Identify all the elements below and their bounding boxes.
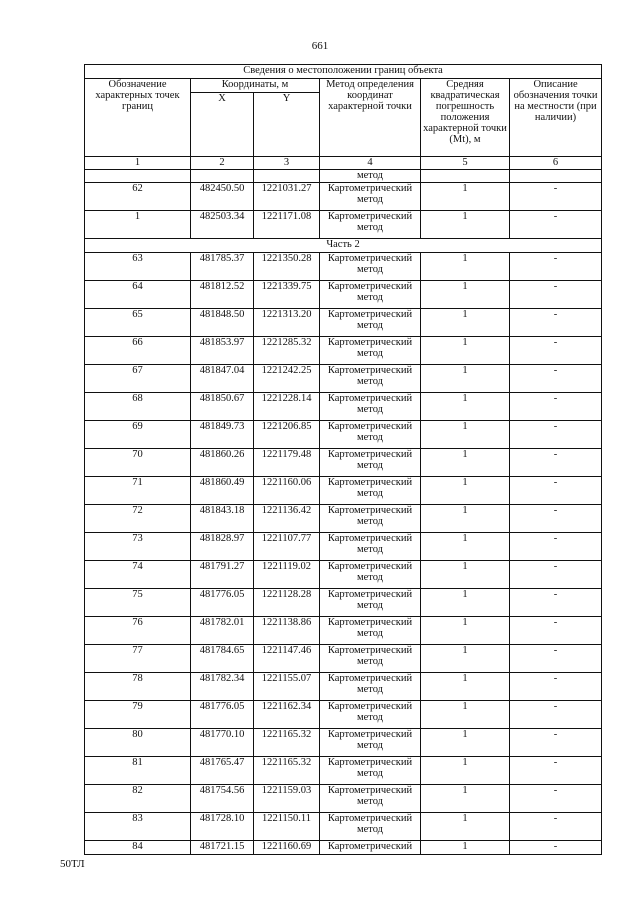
method-cell [320, 253, 421, 281]
header-coordinates: Координаты, м [191, 79, 320, 93]
point-number-cell: 74 [85, 561, 191, 589]
error-cell: 1 [421, 183, 510, 211]
error-cell: 1 [421, 785, 510, 813]
page-number: 661 [311, 40, 329, 52]
method-cell [320, 589, 421, 617]
point-number-cell: 65 [85, 309, 191, 337]
method-cell [320, 337, 421, 365]
method-cell [320, 757, 421, 785]
x-coordinate-cell: 481849.73 [191, 421, 254, 449]
y-coordinate-cell: 1221179.48 [254, 449, 320, 477]
y-coordinate-cell: 1221285.32 [254, 337, 320, 365]
method-line: Картометрический [327, 393, 413, 404]
description-cell: - [510, 309, 602, 337]
method-cell [320, 841, 421, 855]
table-row [85, 757, 602, 785]
column-number: 1 [85, 157, 191, 170]
column-number: 6 [510, 157, 602, 170]
description-cell: - [510, 561, 602, 589]
method-line: метод [356, 796, 384, 807]
header-description: Описание обозначения точки на местности (при наличии) [510, 79, 602, 157]
description-cell: - [510, 813, 602, 841]
error-cell: 1 [421, 337, 510, 365]
error-cell: 1 [421, 729, 510, 757]
x-coordinate-cell: 481765.47 [191, 757, 254, 785]
error-cell: 1 [421, 365, 510, 393]
table-row [85, 365, 602, 393]
method-line: Картометрический [327, 253, 413, 264]
description-cell: - [510, 393, 602, 421]
y-coordinate-cell: 1221165.32 [254, 729, 320, 757]
point-number-cell: 80 [85, 729, 191, 757]
y-coordinate-cell: 1221150.11 [254, 813, 320, 841]
error-cell: 1 [421, 449, 510, 477]
table-row [85, 477, 602, 505]
method-line: Картометрический [327, 589, 413, 600]
description-cell: - [510, 785, 602, 813]
method-line: метод [356, 194, 384, 205]
point-number-cell: 75 [85, 589, 191, 617]
x-coordinate-cell: 481776.05 [191, 701, 254, 729]
y-coordinate-cell: 1221159.03 [254, 785, 320, 813]
method-line: Картометрический [327, 281, 413, 292]
method-cell [320, 617, 421, 645]
x-coordinate-cell: 481848.50 [191, 309, 254, 337]
x-coordinate-cell: 481791.27 [191, 561, 254, 589]
y-coordinate-cell: 1221206.85 [254, 421, 320, 449]
point-number-cell: 73 [85, 533, 191, 561]
method-cell [320, 477, 421, 505]
error-cell: 1 [421, 813, 510, 841]
error-cell: 1 [421, 253, 510, 281]
table-row [85, 729, 602, 757]
header-y: Y [254, 93, 320, 157]
table-row [85, 281, 602, 309]
method-line: Картометрический [327, 449, 413, 460]
description-cell: - [510, 337, 602, 365]
error-cell: 1 [421, 211, 510, 239]
part-label: Часть 2 [85, 239, 602, 253]
table-row [85, 673, 602, 701]
method-line: метод [356, 824, 384, 835]
description-cell: - [510, 477, 602, 505]
table-row [85, 785, 602, 813]
column-number: 3 [254, 157, 320, 170]
method-cell [320, 505, 421, 533]
error-cell: 1 [421, 281, 510, 309]
x-coordinate-cell: 481721.15 [191, 841, 254, 855]
error-cell: 1 [421, 561, 510, 589]
method-line: Картометрический [327, 337, 413, 348]
description-cell: - [510, 757, 602, 785]
y-coordinate-cell: 1221155.07 [254, 673, 320, 701]
method-cell [320, 701, 421, 729]
x-coordinate-cell: 481728.10 [191, 813, 254, 841]
point-number-cell: 71 [85, 477, 191, 505]
table-row [85, 309, 602, 337]
y-coordinate-cell: 1221119.02 [254, 561, 320, 589]
table-row [85, 841, 602, 855]
empty-cell [510, 170, 602, 183]
error-cell: 1 [421, 477, 510, 505]
point-number-cell: 69 [85, 421, 191, 449]
description-cell: - [510, 729, 602, 757]
method-line: метод [356, 320, 384, 331]
method-line: метод [356, 544, 384, 555]
y-coordinate-cell: 1221160.06 [254, 477, 320, 505]
description-cell: - [510, 617, 602, 645]
point-number-cell: 81 [85, 757, 191, 785]
table-row [85, 337, 602, 365]
method-line: метод [356, 516, 384, 527]
point-number-cell: 64 [85, 281, 191, 309]
error-cell: 1 [421, 757, 510, 785]
header-designation: Обозначение характерных точек границ [85, 79, 191, 157]
method-line: метод [356, 684, 384, 695]
method-cell [320, 673, 421, 701]
part-row [85, 239, 602, 253]
error-cell: 1 [421, 421, 510, 449]
method-line: Картометрический [327, 421, 413, 432]
method-line: метод [356, 768, 384, 779]
y-coordinate-cell: 1221165.32 [254, 757, 320, 785]
x-coordinate-cell: 481843.18 [191, 505, 254, 533]
method-cell [320, 449, 421, 477]
x-coordinate-cell: 481776.05 [191, 589, 254, 617]
point-number-cell: 70 [85, 449, 191, 477]
point-number-cell: 84 [85, 841, 191, 855]
table-row [85, 211, 602, 239]
column-number: 2 [191, 157, 254, 170]
table-row [85, 393, 602, 421]
method-line: Картометрический [327, 211, 413, 222]
table-row [85, 449, 602, 477]
table-row [85, 533, 602, 561]
method-line: метод [356, 264, 384, 275]
method-line: метод [356, 460, 384, 471]
table-row [85, 253, 602, 281]
x-coordinate-cell: 482450.50 [191, 183, 254, 211]
description-cell: - [510, 281, 602, 309]
header-error: Средняя квадратическая погрешность положения характерной точки (Mt), м [421, 79, 510, 157]
column-number: 5 [421, 157, 510, 170]
method-line: метод [356, 656, 384, 667]
y-coordinate-cell: 1221242.25 [254, 365, 320, 393]
description-cell: - [510, 645, 602, 673]
y-coordinate-cell: 1221350.28 [254, 253, 320, 281]
x-coordinate-cell: 481847.04 [191, 365, 254, 393]
method-cell [320, 533, 421, 561]
method-cell [320, 421, 421, 449]
empty-cell [254, 170, 320, 183]
x-coordinate-cell: 481782.01 [191, 617, 254, 645]
method-line: Картометрический [327, 841, 413, 852]
method-line: метод [356, 740, 384, 751]
y-coordinate-cell: 1221138.86 [254, 617, 320, 645]
point-number-cell: 82 [85, 785, 191, 813]
description-cell: - [510, 449, 602, 477]
error-cell: 1 [421, 645, 510, 673]
table-row [85, 183, 602, 211]
y-coordinate-cell: 1221031.27 [254, 183, 320, 211]
x-coordinate-cell: 481812.52 [191, 281, 254, 309]
footer-code: 50ТЛ [60, 858, 85, 870]
error-cell: 1 [421, 589, 510, 617]
method-line: Картометрический [327, 729, 413, 740]
method-line: Картометрический [327, 673, 413, 684]
method-line: Картометрический [327, 813, 413, 824]
error-cell: 1 [421, 505, 510, 533]
point-number-cell: 1 [85, 211, 191, 239]
error-cell: 1 [421, 841, 510, 855]
x-coordinate-cell: 481860.26 [191, 449, 254, 477]
x-coordinate-cell: 481770.10 [191, 729, 254, 757]
point-number-cell: 72 [85, 505, 191, 533]
method-line: Картометрический [327, 617, 413, 628]
point-number-cell: 68 [85, 393, 191, 421]
table-row [85, 589, 602, 617]
method-line: метод [356, 222, 384, 233]
y-coordinate-cell: 1221339.75 [254, 281, 320, 309]
point-number-cell: 67 [85, 365, 191, 393]
y-coordinate-cell: 1221147.46 [254, 645, 320, 673]
error-cell: 1 [421, 617, 510, 645]
empty-cell [421, 170, 510, 183]
y-coordinate-cell: 1221160.69 [254, 841, 320, 855]
point-number-cell: 77 [85, 645, 191, 673]
method-cell [320, 729, 421, 757]
description-cell: - [510, 673, 602, 701]
description-cell: - [510, 701, 602, 729]
y-coordinate-cell: 1221171.08 [254, 211, 320, 239]
x-coordinate-cell: 481785.37 [191, 253, 254, 281]
header-method: Метод определения координат характерной точки [320, 79, 421, 157]
x-coordinate-cell: 481850.67 [191, 393, 254, 421]
method-cell [320, 561, 421, 589]
method-cell [320, 645, 421, 673]
method-line: метод [356, 404, 384, 415]
table-row [85, 421, 602, 449]
method-line: метод [356, 488, 384, 499]
method-line: метод [356, 376, 384, 387]
method-line: Картометрический [327, 561, 413, 572]
table-title: Сведения о местоположении границ объекта [85, 65, 602, 79]
description-cell: - [510, 505, 602, 533]
method-line: метод [356, 572, 384, 583]
method-cell [320, 281, 421, 309]
method-cell [320, 785, 421, 813]
point-number-cell: 78 [85, 673, 191, 701]
table-row [85, 561, 602, 589]
description-cell: - [510, 183, 602, 211]
method-line: метод [356, 348, 384, 359]
method-line: Картометрический [327, 365, 413, 376]
point-number-cell: 62 [85, 183, 191, 211]
description-cell: - [510, 533, 602, 561]
method-line: метод [356, 712, 384, 723]
method-cell [320, 183, 421, 211]
boundary-table [84, 64, 602, 855]
error-cell: 1 [421, 673, 510, 701]
method-line: метод [356, 432, 384, 443]
point-number-cell: 76 [85, 617, 191, 645]
y-coordinate-cell: 1221107.77 [254, 533, 320, 561]
method-cell [320, 393, 421, 421]
point-number-cell: 63 [85, 253, 191, 281]
method-line: Картометрический [327, 785, 413, 796]
table-row [85, 617, 602, 645]
empty-cell [85, 170, 191, 183]
table-row [85, 701, 602, 729]
description-cell: - [510, 841, 602, 855]
continuation-method-cell: метод [320, 170, 421, 183]
point-number-cell: 66 [85, 337, 191, 365]
x-coordinate-cell: 481754.56 [191, 785, 254, 813]
x-coordinate-cell: 482503.34 [191, 211, 254, 239]
x-coordinate-cell: 481853.97 [191, 337, 254, 365]
description-cell: - [510, 421, 602, 449]
method-line: Картометрический [327, 645, 413, 656]
method-line: Картометрический [327, 183, 413, 194]
table-row [85, 813, 602, 841]
description-cell: - [510, 211, 602, 239]
error-cell: 1 [421, 533, 510, 561]
method-line: Картометрический [327, 701, 413, 712]
error-cell: 1 [421, 701, 510, 729]
point-number-cell: 79 [85, 701, 191, 729]
method-line: метод [356, 292, 384, 303]
empty-cell [191, 170, 254, 183]
y-coordinate-cell: 1221136.42 [254, 505, 320, 533]
method-line: Картометрический [327, 505, 413, 516]
method-line: Картометрический [327, 309, 413, 320]
continuation-row [85, 170, 602, 183]
description-cell: - [510, 365, 602, 393]
header-x: X [191, 93, 254, 157]
table-row [85, 645, 602, 673]
method-line: Картометрический [327, 477, 413, 488]
x-coordinate-cell: 481860.49 [191, 477, 254, 505]
y-coordinate-cell: 1221128.28 [254, 589, 320, 617]
method-line: метод [356, 628, 384, 639]
table-row [85, 505, 602, 533]
method-cell [320, 309, 421, 337]
y-coordinate-cell: 1221162.34 [254, 701, 320, 729]
description-cell: - [510, 253, 602, 281]
column-number-row [85, 157, 602, 170]
x-coordinate-cell: 481782.34 [191, 673, 254, 701]
y-coordinate-cell: 1221228.14 [254, 393, 320, 421]
method-line: Картометрический [327, 757, 413, 768]
point-number-cell: 83 [85, 813, 191, 841]
column-number: 4 [320, 157, 421, 170]
description-cell: - [510, 589, 602, 617]
error-cell: 1 [421, 309, 510, 337]
x-coordinate-cell: 481828.97 [191, 533, 254, 561]
method-cell [320, 365, 421, 393]
method-cell [320, 211, 421, 239]
y-coordinate-cell: 1221313.20 [254, 309, 320, 337]
method-cell [320, 813, 421, 841]
method-line: метод [356, 600, 384, 611]
method-line: Картометрический [327, 533, 413, 544]
error-cell: 1 [421, 393, 510, 421]
x-coordinate-cell: 481784.65 [191, 645, 254, 673]
